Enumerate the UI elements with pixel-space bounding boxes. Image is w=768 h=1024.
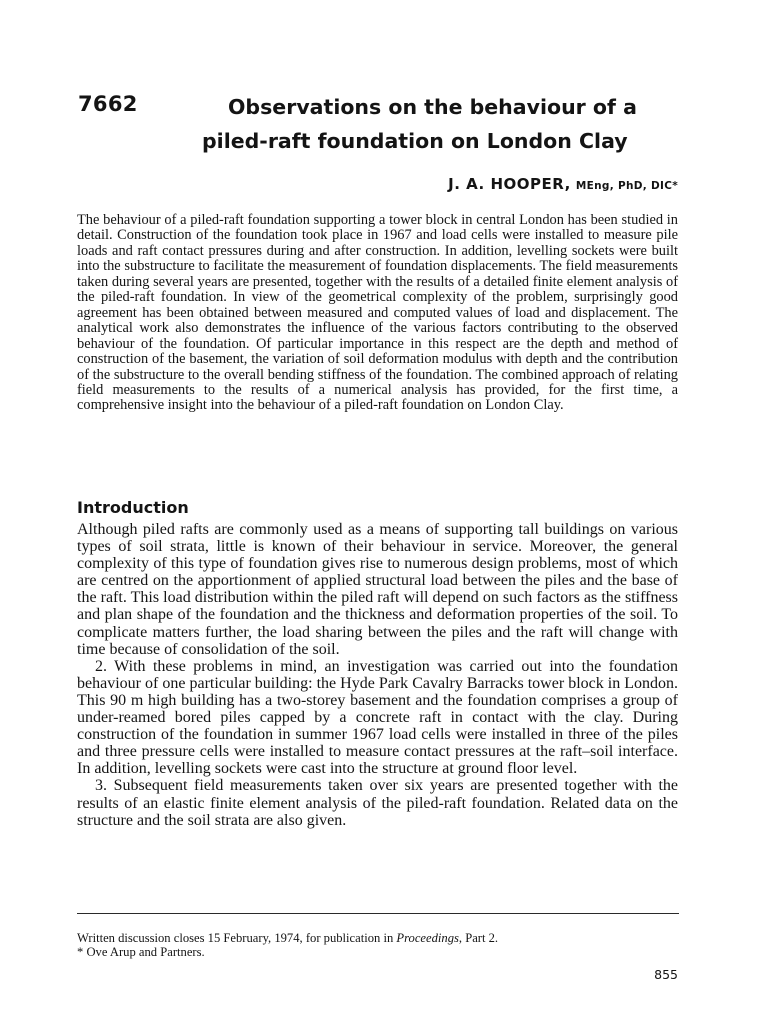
author-line [448, 174, 678, 193]
title-line-1: Observations on the behaviour of a [228, 95, 637, 119]
page-number: 855 [654, 967, 678, 982]
author-qualifications: MEng, PhD, DIC* [575, 180, 678, 192]
discussion-note [77, 931, 678, 945]
discussion-note-suffix: , Part 2. [458, 931, 499, 945]
introduction-body [77, 521, 678, 829]
author-name: J. A. HOOPER, [448, 175, 571, 193]
affiliation-note: * Ove Arup and Partners. [77, 945, 205, 959]
footnote-divider [77, 913, 679, 914]
section-heading-introduction: Introduction [77, 498, 189, 517]
journal-name: Proceedings [396, 931, 459, 945]
paper-number: 7662 [78, 92, 138, 116]
abstract: The behaviour of a piled-raft foundation supporting a tower block in central London has been studied in detail. Construction of the foundation took place in 1967 and load cells were installed to measure pile loads and raft contact pressures during and after construction. In addition, levelling sockets were built into the substructure to facilitate the measurement of foundation displacements. The field measurements taken during several years are presented, together with the results of a detailed finite element analysis of the piled-raft foundation. In view of the geometrical complexity of the problem, surprisingly good agreement has been obtained between measured and computed values of load and displacement. The analytical work also demonstrates the influence of the various factors contributing to the observed behaviour of the foundation. Of particular importance in this respect are the depth and method of construction of the basement, the variation of soil deformation modulus with depth and the contribution of the substructure to the overall bending stiffness of the foundation. The combined approach of relating field measurements to the results of a numerical analysis has provided, for the first time, a comprehensive insight into the behaviour of a piled-raft foundation on London Clay. [77, 212, 678, 414]
title-line-2: piled-raft foundation on London Clay [202, 129, 628, 153]
footnotes [77, 931, 678, 959]
discussion-note-prefix: Written discussion closes 15 February, 1974, for publication in [77, 931, 397, 945]
paper-title [202, 90, 702, 158]
paragraph-1: Although piled rafts are commonly used as a means of supporting tall buildings on various types of soil strata, little is known of their behaviour in service. Moreover, the general complexity of this type of foundation gives rise to numerous design problems, most of which are centred on the apportionment of applied structural load between the piles and the base of the raft. This load distribution within the piled raft will depend on such factors as the stiffness and plan shape of the foundation and the thickness and deformation properties of the soil. To complicate matters further, the load sharing between the piles and the raft will change with time because of consolidation of the soil. [77, 521, 678, 658]
paragraph-2: 2. With these problems in mind, an investigation was carried out into the foundation behaviour of one particular building: the Hyde Park Cavalry Barracks tower block in London. This 90 m high building has a two-storey basement and the foundation comprises a group of under-reamed bored piles capped by a concrete raft in contact with the clay. During construction of the foundation in summer 1967 load cells were installed in three of the piles and three pressure cells were installed to measure contact pressures at the raft–soil interface. In addition, levelling sockets were cast into the structure at ground floor level. [77, 657, 678, 778]
paragraph-3: 3. Subsequent field measurements taken over six years are presented together with the results of an elastic finite element analysis of the piled-raft foundation. Related data on the structure and the soil strata are also given. [77, 777, 678, 829]
